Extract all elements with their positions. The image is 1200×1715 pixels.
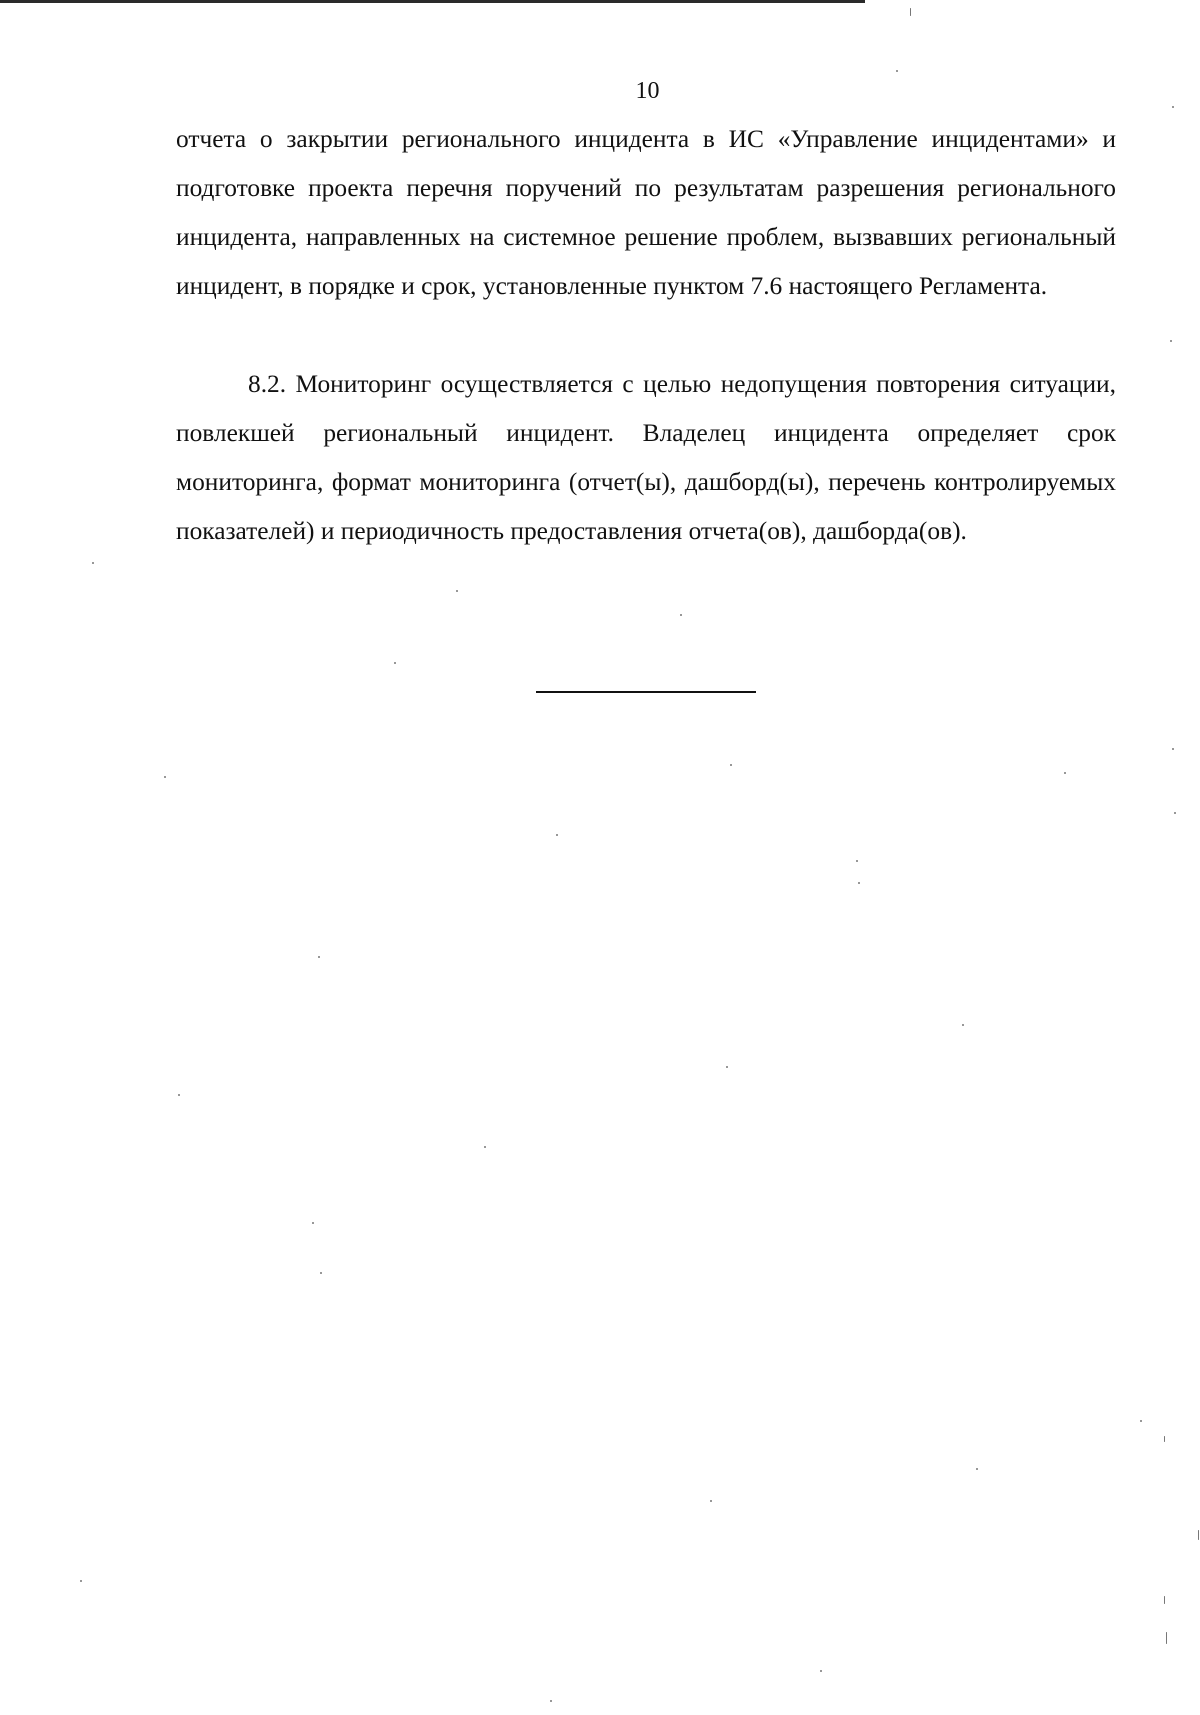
scan-speck xyxy=(896,70,898,72)
scan-speck xyxy=(556,834,558,836)
scan-speck xyxy=(164,776,166,778)
scan-speck xyxy=(858,882,860,884)
scan-speck xyxy=(680,614,682,616)
paragraph-continuation: отчета о закрытии регионального инцидента в ИС «Управление инцидентами» и подготовке проекта перечня поручений по результатам разрешения регионального инцидента, направленных на системное решение проблем, вызвавших региональный инцидент, в порядке и срок, установленные пунктом 7.6 настоящего Регламента. xyxy=(176,125,1116,300)
scan-speck xyxy=(1166,1632,1167,1644)
scan-speck xyxy=(1140,1420,1142,1422)
page-number: 10 xyxy=(635,78,660,104)
scan-speck xyxy=(1164,1436,1165,1442)
scan-speck xyxy=(484,1146,486,1148)
scan-speck xyxy=(92,562,94,564)
scan-speck xyxy=(1064,772,1066,774)
scan-speck xyxy=(312,1222,314,1224)
scan-speck xyxy=(1164,1596,1165,1604)
scan-speck xyxy=(1172,748,1174,750)
scan-edge-line xyxy=(0,0,865,3)
scan-speck xyxy=(550,1700,552,1702)
scan-speck xyxy=(856,860,858,862)
scan-speck xyxy=(910,8,911,16)
end-of-text-rule xyxy=(536,691,756,693)
scan-speck xyxy=(710,1500,712,1502)
scan-speck xyxy=(178,1094,180,1096)
scan-speck xyxy=(730,764,732,766)
scan-speck xyxy=(394,662,396,664)
scan-speck xyxy=(976,1468,978,1470)
scan-speck xyxy=(1198,1530,1199,1540)
scan-speck xyxy=(1170,340,1172,342)
scan-speck xyxy=(318,956,320,958)
scan-speck xyxy=(80,1580,82,1582)
scan-speck xyxy=(1174,812,1176,814)
scan-speck xyxy=(320,1272,322,1274)
scan-speck xyxy=(820,1670,822,1672)
paragraph-8-2: 8.2. Мониторинг осуществляется с целью недопущения повторения ситуации, повлекшей региональный инцидент. Владелец инцидента определяет срок мониторинга, формат мониторинга (отчет(ы), дашборд(ы), перечень контролируемых показателей) и периодичность предоставления отчета(ов), дашборда(ов). xyxy=(176,370,1116,545)
scan-speck xyxy=(726,1066,728,1068)
scan-speck xyxy=(962,1024,964,1026)
scan-speck xyxy=(1172,106,1174,108)
scan-speck xyxy=(456,590,458,592)
